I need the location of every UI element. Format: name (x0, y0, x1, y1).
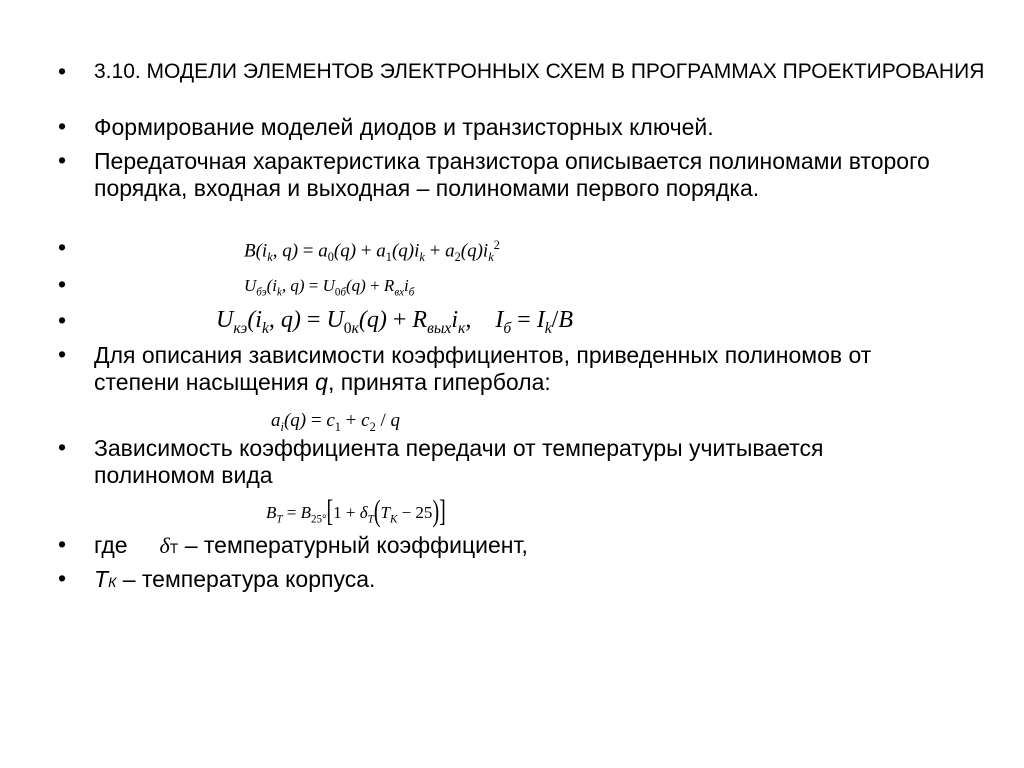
hyperbola-text-before: Для описания зависимости коэффициентов, приведенных полиномов от степени насыщения (94, 342, 872, 395)
formula-input: $U_{бэ}(i_k$, $q) = U_{0б}(q) + R_{вх}i_б$ (244, 276, 415, 299)
bullet: • (58, 531, 67, 557)
delta-subscript: Т (169, 540, 179, 556)
formula-output: $U_{кэ}(i_k$, $q) = U_{0к}(q) + R_{вых}i_к$, $I_б = I_k/B$ (216, 307, 573, 337)
tk-symbol: Т (94, 566, 109, 592)
bullet: • (58, 307, 67, 333)
bullet: • (58, 341, 67, 367)
delta-description: – температурный коэффициент, (178, 532, 528, 558)
item-hyperbola (94, 342, 894, 396)
bullet: • (58, 147, 67, 173)
hyperbola-text-after: , принята гипербола: (327, 369, 551, 395)
bullet: • (58, 434, 67, 460)
bullet: • (58, 234, 67, 260)
tk-subscript: К (108, 574, 117, 590)
item-transfer: Передаточная характеристика транзистора описывается полиномами второго порядка, входная и выходная – полиномами первого порядка. (94, 148, 930, 201)
slide-title: 3.10. МОДЕЛИ ЭЛЕМЕНТОВ ЭЛЕКТРОННЫХ СХЕМ В ПРОГРАММАХ ПРОЕКТИРОВАНИЯ (94, 60, 985, 83)
bullet: • (58, 113, 67, 139)
formula-hyperbola: $a_i(q) = c_1 + c_2 / q$ (271, 410, 401, 434)
tk-description: – температура корпуса. (116, 566, 376, 592)
delta-symbol: δ (159, 533, 170, 558)
item-case-temperature (94, 566, 994, 596)
formula-transfer: $B(i_k$, $q) = a_0(q) + a_1(q)i_k + a_2(q)i_k^2$ (244, 238, 500, 265)
item-modeling: Формирование моделей диодов и транзисторных ключей. (94, 114, 714, 140)
item-temperature: Зависимость коэффициента передачи от температуры учитывается полиномом вида (94, 435, 824, 488)
bullet: • (58, 58, 67, 84)
bullet: • (58, 565, 67, 591)
formula-temperature: $B_T = B_{25^\circ}[1 + \delta_T(T_K - 25)]$ (266, 494, 446, 529)
bullet: • (58, 271, 67, 297)
where-label: где (94, 532, 128, 558)
saturation-variable: q (315, 369, 328, 395)
item-delta (94, 532, 994, 562)
